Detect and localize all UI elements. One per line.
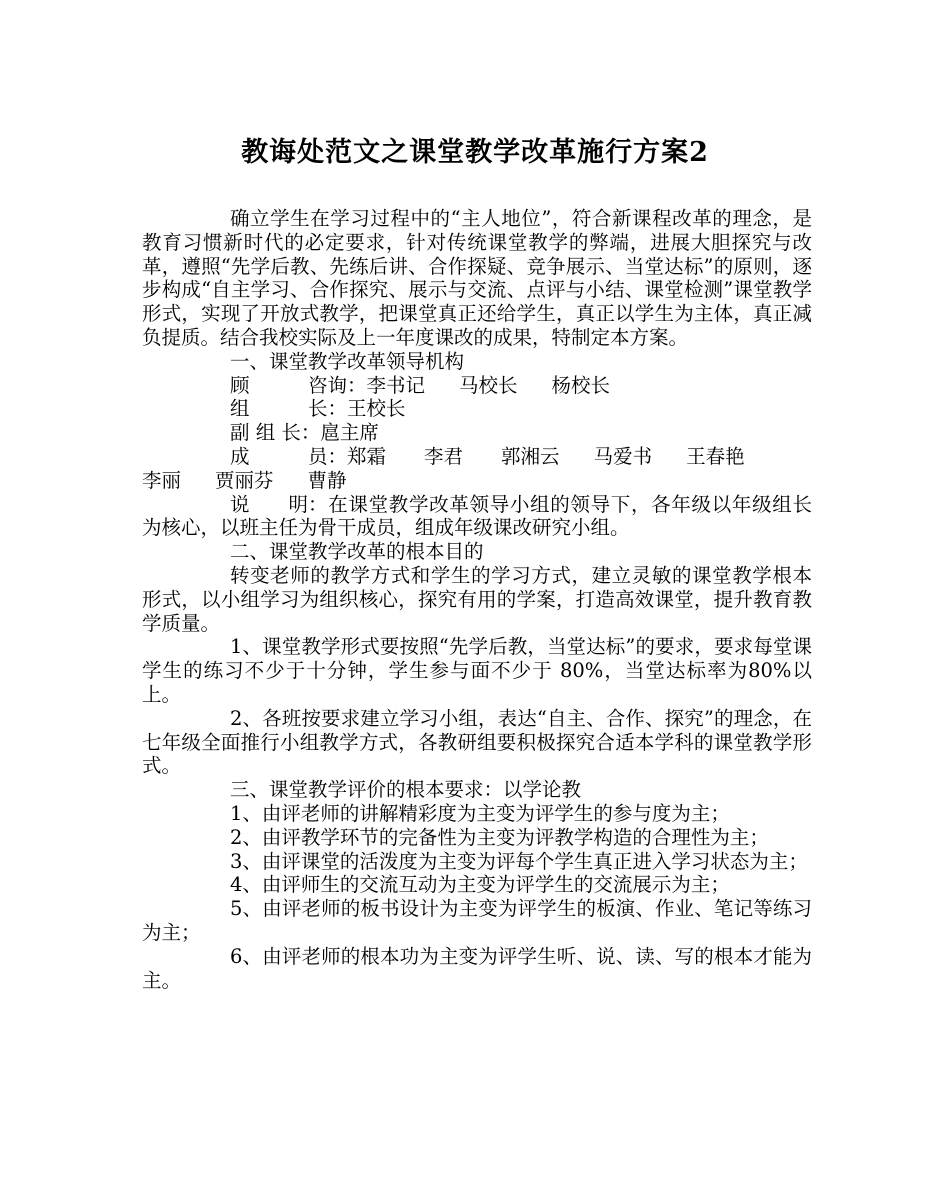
leader-label: 组 长： [230, 397, 348, 421]
note-label: 说 明： [230, 492, 328, 516]
member-name: 郭湘云 [501, 444, 560, 468]
section3-heading: 三、课堂教学评价的根本要求：以学论教 [230, 778, 582, 802]
intro-paragraph: 确立学生在学习过程中的“主人地位”，符合新课程改革的理念，是教育习惯新时代的必定要求，针对传统课堂教学的弊端，进展大胆探究与改革，遵照“先学后教、先练后讲、合作探疑、竞争展示、当堂达标”的原则，逐步构成“自主学习、合作探究、展示与交流、点评与小结、课堂检测”课堂教学形式，实现了开放式教学，把课堂真正还给学生，真正以学生为主体，真正减负提质。结合我校实际及上一年度课改的成果，特制定本方案。 [142, 207, 812, 349]
vice-leader-label: 副 组 长： [230, 421, 321, 445]
member-name: 贾丽芬 [215, 468, 274, 492]
member-name: 王春艳 [686, 444, 745, 468]
advisor-name: 李书记 [366, 373, 426, 397]
note-text: 在课堂教学改革领导小组的领导下，各年级以年级组长为核心，以班主任为骨干成员，组成年级课改研究小组。 [142, 492, 812, 540]
section3-item: 3、由评课堂的活泼度为主变为评每个学生真正进入学习状态为主； [230, 849, 808, 873]
note-line [142, 493, 812, 541]
advisor-line [142, 374, 812, 398]
leader-line [142, 397, 812, 421]
advisor-name: 杨校长 [551, 373, 611, 397]
section2-paragraph: 转变老师的教学方式和学生的学习方式，建立灵敏的课堂教学根本形式，以小组学习为组织核心，探究有用的学案，打造高效课堂，提升教育教学质量。 [142, 563, 812, 635]
section3-item: 5、由评老师的板书设计为主变为评学生的板演、作业、笔记等练习为主； [142, 897, 812, 944]
advisor-label: 顾 咨询： [230, 373, 367, 397]
section2-heading: 二、课堂教学改革的根本目的 [230, 540, 484, 564]
member-name: 郑霜 [347, 444, 387, 468]
document-body [142, 207, 812, 992]
leader-name: 王校长 [347, 397, 406, 421]
section2-item: 2、各班按要求建立学习小组，表达“自主、合作、探究”的理念，在七年级全面推行小组教学方式，各教研组要积极探究合适本学科的课堂教学形式。 [142, 706, 812, 778]
vice-leader-name: 扈主席 [320, 421, 379, 445]
members-label: 成 员： [230, 444, 348, 468]
section1-heading: 一、课堂教学改革领导机构 [230, 349, 465, 373]
vice-leader-line [142, 421, 812, 445]
document-title: 教诲处范文之课堂教学改革施行方案2 [241, 137, 709, 168]
advisor-name: 马校长 [459, 373, 518, 397]
section3-item: 4、由评师生的交流互动为主变为评学生的交流展示为主； [230, 873, 730, 897]
members-line [142, 445, 812, 493]
section3-item: 6、由评老师的根本功为主变为评学生听、说、读、写的根本才能为主。 [142, 944, 812, 992]
member-name: 李丽 [142, 468, 182, 492]
section3-item: 1、由评老师的讲解精彩度为主变为评学生的参与度为主； [230, 801, 730, 825]
member-name: 曹静 [307, 468, 347, 492]
section2-item: 1、课堂教学形式要按照“先学后教，当堂达标”的要求，要求每堂课学生的练习不少于十分钟，学生参与面不少于 80%，当堂达标率为80%以上。 [142, 635, 812, 706]
section3-item: 2、由评教学环节的完备性为主变为评教学构造的合理性为主； [230, 825, 769, 849]
member-name: 马爱书 [593, 444, 653, 468]
member-name: 李君 [424, 444, 464, 468]
